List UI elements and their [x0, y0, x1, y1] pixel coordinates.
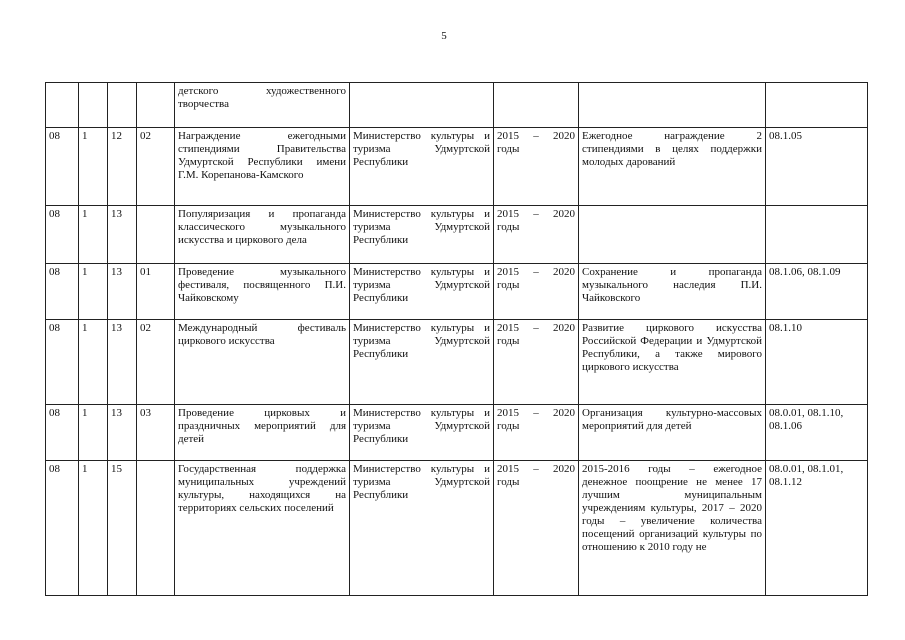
indicators-cell: 08.0.01, 08.1.10, 08.1.06	[766, 405, 868, 461]
executor-cell	[350, 83, 494, 128]
executor-cell: Министерство культуры и туризма Удмуртской Республики	[350, 405, 494, 461]
table-row	[46, 206, 868, 264]
code-cell: 13	[108, 264, 137, 320]
code-cell: 08	[46, 206, 79, 264]
code-cell: 08	[46, 461, 79, 596]
measure-name-cell: Государственная поддержка муниципальных учреждений культуры, находящихся на территориях сельских поселений	[175, 461, 350, 596]
result-cell: Сохранение и пропаганда музыкального наследия П.И. Чайковского	[579, 264, 766, 320]
code-cell	[137, 83, 175, 128]
program-table	[45, 82, 868, 596]
period-cell: 2015 – 2020 годы	[494, 461, 579, 596]
indicators-cell: 08.0.01, 08.1.01, 08.1.12	[766, 461, 868, 596]
indicators-cell	[766, 206, 868, 264]
table-row	[46, 461, 868, 596]
measure-name-cell: Проведение цирковых и праздничных мероприятий для детей	[175, 405, 350, 461]
result-cell: Ежегодное награждение 2 стипендиями в целях поддержки молодых дарований	[579, 128, 766, 206]
measure-name-cell: Проведение музыкального фестиваля, посвященного П.И. Чайковскому	[175, 264, 350, 320]
code-cell: 12	[108, 128, 137, 206]
indicators-cell: 08.1.10	[766, 320, 868, 405]
indicators-cell	[766, 83, 868, 128]
executor-cell: Министерство культуры и туризма Удмуртской Республики	[350, 461, 494, 596]
table-row	[46, 320, 868, 405]
code-cell: 08	[46, 264, 79, 320]
code-cell: 01	[137, 264, 175, 320]
period-cell: 2015 – 2020 годы	[494, 128, 579, 206]
result-cell	[579, 83, 766, 128]
measure-name-cell: Награждение ежегодными стипендиями Правительства Удмуртской Республики имени Г.М. Корепанова-Камского	[175, 128, 350, 206]
executor-cell: Министерство культуры и туризма Удмуртской Республики	[350, 320, 494, 405]
code-cell	[79, 83, 108, 128]
measure-name-cell: детского художественного творчества	[175, 83, 350, 128]
code-cell	[137, 206, 175, 264]
code-cell: 1	[79, 206, 108, 264]
table-row	[46, 128, 868, 206]
result-cell: Организация культурно-массовых мероприятий для детей	[579, 405, 766, 461]
code-cell: 15	[108, 461, 137, 596]
executor-cell: Министерство культуры и туризма Удмуртской Республики	[350, 128, 494, 206]
period-cell: 2015 – 2020 годы	[494, 320, 579, 405]
result-cell: 2015-2016 годы – ежегодное денежное поощрение не менее 17 лучшим муниципальным учреждениям культуры, 2017 – 2020 годы – увеличение количества посещений организаций культуры по отношению к 2010 году не	[579, 461, 766, 596]
code-cell: 03	[137, 405, 175, 461]
code-cell: 13	[108, 320, 137, 405]
indicators-cell: 08.1.05	[766, 128, 868, 206]
code-cell: 02	[137, 128, 175, 206]
period-cell: 2015 – 2020 годы	[494, 405, 579, 461]
result-cell	[579, 206, 766, 264]
measure-name-cell: Популяризация и пропаганда классического музыкального искусства и циркового дела	[175, 206, 350, 264]
period-cell: 2015 – 2020 годы	[494, 206, 579, 264]
indicators-cell: 08.1.06, 08.1.09	[766, 264, 868, 320]
period-cell	[494, 83, 579, 128]
code-cell	[46, 83, 79, 128]
code-cell: 02	[137, 320, 175, 405]
table-row	[46, 83, 868, 128]
executor-cell: Министерство культуры и туризма Удмуртской Республики	[350, 206, 494, 264]
executor-cell: Министерство культуры и туризма Удмуртской Республики	[350, 264, 494, 320]
page-number: 5	[441, 30, 447, 42]
code-cell: 1	[79, 405, 108, 461]
code-cell	[108, 83, 137, 128]
table-row	[46, 264, 868, 320]
result-cell: Развитие циркового искусства Российской Федерации и Удмуртской Республики, а также мирового циркового искусства	[579, 320, 766, 405]
code-cell: 08	[46, 405, 79, 461]
code-cell: 1	[79, 128, 108, 206]
code-cell: 13	[108, 405, 137, 461]
measure-name-cell: Международный фестиваль циркового искусства	[175, 320, 350, 405]
code-cell: 1	[79, 461, 108, 596]
code-cell	[137, 461, 175, 596]
code-cell: 13	[108, 206, 137, 264]
table-row	[46, 405, 868, 461]
code-cell: 08	[46, 128, 79, 206]
code-cell: 1	[79, 320, 108, 405]
code-cell: 1	[79, 264, 108, 320]
code-cell: 08	[46, 320, 79, 405]
period-cell: 2015 – 2020 годы	[494, 264, 579, 320]
